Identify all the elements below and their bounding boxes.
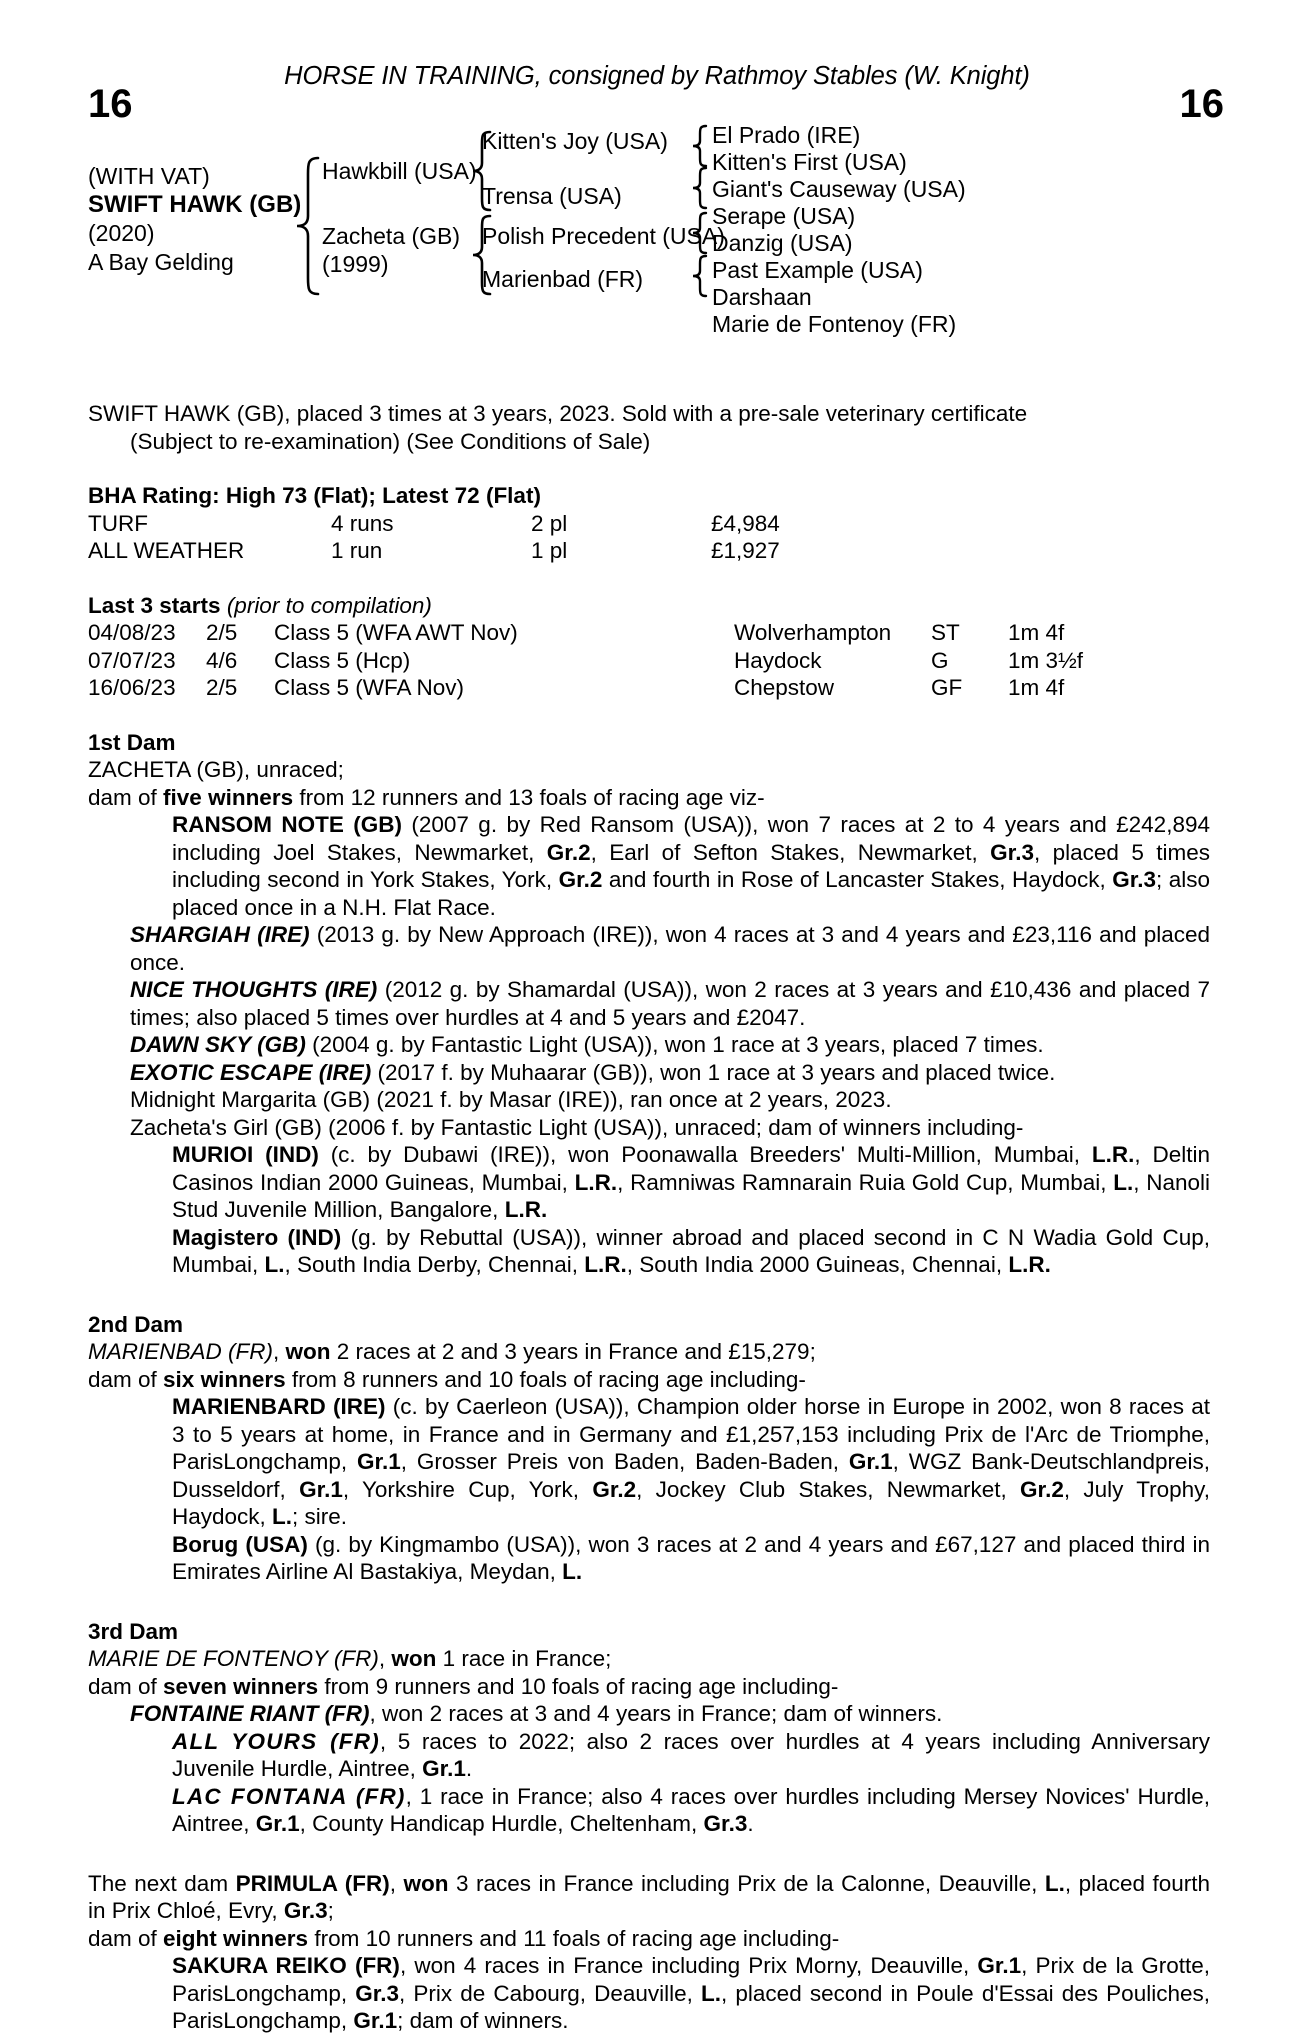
text-run: (c. by Dubawi (IRE)), won Poonawalla Breeders' Multi-Million, Mumbai, [318, 1142, 1092, 1167]
text-run: Gr.3 [283, 1898, 328, 1923]
text-run: Gr.3 [355, 1980, 400, 2006]
text-run: (2006 f. by Fantastic Light (USA)), unraced; dam of winners including- [321, 1114, 1024, 1140]
text-run: Gr.2 [546, 839, 591, 865]
table-row [88, 619, 1210, 647]
damof-pre: dam of [88, 784, 164, 810]
progeny-entry [88, 1393, 1210, 1531]
progeny-entry [88, 1086, 1210, 1114]
third-dam-damof [88, 1673, 1210, 1701]
start-date: 07/07/23 [88, 647, 176, 673]
g4-name-2: Kitten's First (USA) [712, 149, 907, 175]
text-run: , [273, 1339, 286, 1364]
text-run: , Prix de la Grotte, ParisLongchamp, [172, 1953, 1210, 2006]
text-run: , South India 2000 Guineas, Chennai, [626, 1252, 1009, 1277]
lot-number-right: 16 [1179, 82, 1224, 126]
progeny-detail [172, 1142, 1210, 1222]
progeny-detail [306, 1032, 1044, 1057]
last-starts-heading-note: (prior to compilation) [220, 592, 432, 618]
first-dam-intro: ZACHETA (GB), unraced; [88, 757, 344, 782]
progeny-entry [88, 1059, 1210, 1087]
progeny-detail [371, 1060, 1055, 1085]
text-run: ; dam of winners. [397, 2008, 569, 2033]
progeny-entry [88, 1531, 1210, 1586]
text-run: Gr.1 [848, 1449, 893, 1474]
text-run: Gr.2 [1020, 1476, 1064, 1502]
text-run: ; [327, 1898, 334, 1923]
progeny-entry [88, 1224, 1210, 1279]
start-course: Haydock [734, 647, 822, 673]
text-run: (c. by Caerleon (USA)), Champion older horse in Europe in 2002, won 8 races at 3 to 5 years at home, in France and in Germany and £1,257,153 including Prix de l'Arc de Triomphe, ParisLongchamp, [172, 1394, 1210, 1474]
progeny-name: Borug (USA) [172, 1531, 308, 1557]
text-run: L. [264, 1252, 285, 1277]
text-run: Gr.3 [703, 1811, 748, 1836]
start-position: 2/5 [206, 620, 238, 645]
second-dam-progeny-list [88, 1393, 1210, 1586]
text-run: Gr.1 [299, 1476, 343, 1502]
progeny-name: EXOTIC ESCAPE (IRE) [130, 1059, 372, 1085]
text-run: L.R. [1008, 1252, 1051, 1277]
dam-name: Zacheta (GB) [322, 223, 461, 249]
text-run: , July Trophy, Haydock, [172, 1476, 1210, 1529]
first-dam-damof [88, 784, 1210, 812]
text-run: L.R. [574, 1169, 618, 1195]
damof-post: from 12 runners and 13 foals of racing age viz- [293, 784, 765, 810]
progeny-entry [88, 921, 1210, 976]
text-run: , County Handicap Hurdle, Cheltenham, [299, 1811, 704, 1836]
text-run: (2017 f. by Muhaarar (GB)), won 1 race at 3 years and placed twice. [371, 1059, 1056, 1085]
damof-count: five winners [163, 784, 294, 810]
progeny-name: RANSOM NOTE (GB) [172, 812, 402, 837]
progeny-name: FONTAINE RIANT (FR) [130, 1701, 370, 1726]
text-run: L. [1044, 1870, 1065, 1896]
text-run: (g. by Rebuttal (USA)), winner abroad and placed second in C N Wadia Gold Cup, Mumbai, [172, 1224, 1211, 1277]
text-run: MARIENBAD (FR) [88, 1339, 273, 1364]
text-run: , Earl of Sefton Stakes, Newmarket, [590, 839, 991, 865]
progeny-entry [88, 1031, 1210, 1059]
progeny-detail [370, 1701, 943, 1726]
text-run: eight winners [163, 1925, 309, 1951]
next-dam-progeny-list [88, 1952, 1210, 2035]
start-going: GF [931, 675, 963, 700]
text-run: won [403, 1870, 449, 1896]
text-run: from 10 runners and 11 foals of racing age including- [308, 1925, 840, 1951]
sire-dam-name: Trensa (USA) [482, 183, 622, 209]
text-run: L. [562, 1559, 583, 1584]
text-run: dam of [88, 1673, 164, 1699]
start-distance: 1m 4f [1008, 620, 1065, 645]
text-run: Gr.3 [1112, 867, 1156, 892]
start-distance: 1m 3½f [1008, 647, 1084, 673]
progeny-detail [322, 1115, 1024, 1140]
start-date: 04/08/23 [88, 620, 176, 645]
bha-runs: 1 run [331, 538, 383, 563]
g4-name-3: Giant's Causeway (USA) [712, 176, 966, 202]
lot-number-left: 16 [88, 82, 133, 126]
text-run: L. [701, 1980, 722, 2006]
progeny-name: SHARGIAH (IRE) [130, 922, 310, 947]
text-run: , WGZ Bank-Deutschlandpreis, Dusseldorf, [172, 1449, 1210, 1502]
text-run: (2012 g. by Shamardal (USA)), won 2 races at 3 years and £10,436 and placed 7 times; also placed 5 times over hurdles at 4 and 5 years and £2047. [130, 977, 1211, 1030]
table-row [88, 647, 1210, 675]
progeny-entry [88, 1700, 1210, 1728]
text-run: (2004 g. by Fantastic Light (USA)), won 1 race at 3 years, placed 7 times. [305, 1032, 1044, 1057]
progeny-name: LAC FONTANA (FR) [172, 1783, 406, 1809]
pedigree-subject [88, 162, 301, 276]
last-starts-heading-bold: Last 3 starts [88, 592, 221, 618]
progeny-name: DAWN SKY (GB) [130, 1032, 306, 1057]
brace-g4-1 [690, 124, 708, 170]
progeny-detail [370, 1087, 892, 1112]
progeny-entry [88, 1952, 1210, 2035]
progeny-name: SAKURA REIKO (FR) [172, 1953, 400, 1978]
text-run: from 9 runners and 10 foals of racing age including- [318, 1673, 839, 1699]
text-run: seven winners [163, 1673, 319, 1699]
progeny-name: Midnight Margarita (GB) [130, 1087, 371, 1112]
text-run: (2021 f. by Masar (IRE)), ran once at 2 years, 2023. [370, 1087, 892, 1112]
text-run: from 8 runners and 10 foals of racing age including- [285, 1366, 806, 1392]
third-dam-heading: 3rd Dam [88, 1618, 179, 1644]
sire-sire-name: Kitten's Joy (USA) [482, 128, 668, 154]
summary-line-1: SWIFT HAWK (GB), placed 3 times at 3 years, 2023. Sold with a pre-sale veterinary certificate [88, 401, 1028, 426]
first-dam-progeny-list [88, 811, 1210, 1279]
brace-g4-3 [690, 211, 708, 257]
text-run: , placed fourth in Prix Chloé, Evry, [88, 1870, 1210, 1923]
text-run: , placed 5 times including second in York Stakes, York, [172, 839, 1211, 892]
text-run: (2007 g. by Red Ransom (USA)), won 7 races at 2 to 4 years and £242,894 including Joel Stakes, Newmarket, [172, 812, 1210, 865]
page-header [0, 0, 1314, 126]
start-course: Wolverhampton [734, 620, 892, 645]
bha-runs: 4 runs [331, 510, 394, 536]
start-course: Chepstow [734, 675, 835, 700]
bha-surface: ALL WEATHER [88, 538, 245, 563]
text-run: Gr.1 [977, 1953, 1022, 1978]
brace-g4-2 [690, 166, 708, 212]
text-run: 1 race in France; [436, 1646, 612, 1671]
text-run: (2013 g. by New Approach (IRE)), won 4 races at 3 and 4 years and £23,116 and placed once. [130, 922, 1211, 975]
start-position: 4/6 [206, 647, 238, 673]
start-race: Class 5 (WFA AWT Nov) [274, 620, 518, 645]
g4-name-1: El Prado (IRE) [712, 122, 861, 148]
start-date: 16/06/23 [88, 675, 176, 700]
text-run: . [465, 1756, 473, 1781]
text-run: 3 races in France including Prix de la Calonne, Deauville, [448, 1870, 1045, 1896]
first-dam-heading: 1st Dam [88, 729, 176, 755]
sire-name: Hawkbill (USA) [322, 158, 477, 184]
progeny-entry [88, 1114, 1210, 1142]
third-dam-intro [88, 1645, 1210, 1673]
text-run: ; sire. [292, 1504, 348, 1529]
text-run: dam of [88, 1366, 164, 1392]
text-run: (g. by Kingmambo (USA)), won 3 races at 2 and 4 years and £67,127 and placed third in Emirates Airline Al Bastakiya, Meydan, [172, 1531, 1210, 1584]
progeny-detail [172, 1532, 1210, 1585]
g4-name-8: Marie de Fontenoy (FR) [712, 311, 957, 337]
text-run: Gr.1 [255, 1811, 300, 1836]
text-run: and fourth in Rose of Lancaster Stakes, Haydock, [602, 867, 1113, 892]
progeny-name: MURIOI (IND) [172, 1142, 319, 1167]
bha-places: 2 pl [531, 510, 568, 536]
text-run: L.R. [1091, 1142, 1135, 1167]
progeny-name: NICE THOUGHTS (IRE) [130, 977, 378, 1002]
brace-outer [294, 156, 320, 296]
text-run: , [378, 1646, 392, 1671]
text-run: , won 2 races at 3 and 4 years in France; dam of winners. [369, 1701, 943, 1726]
progeny-entry [88, 1728, 1210, 1783]
text-run: , Prix de Cabourg, Deauville, [399, 1980, 702, 2006]
text-run: , 5 races to 2022; also 2 races over hurdles at 4 years including Anniversary Juvenile Hurdle, Aintree, [172, 1728, 1210, 1781]
pedigree-chart [0, 118, 1314, 337]
text-run: PRIMULA (FR) [235, 1870, 390, 1896]
text-run: , Yorkshire Cup, York, [342, 1476, 593, 1502]
table-row [88, 674, 1210, 702]
progeny-entry [88, 1783, 1210, 1838]
next-dam-intro [88, 1870, 1210, 1925]
bha-earnings: £1,927 [711, 538, 780, 563]
text-run: L.R. [584, 1252, 627, 1277]
bha-earnings: £4,984 [711, 510, 780, 536]
progeny-name: Zacheta's Girl (GB) [130, 1114, 322, 1140]
text-run: L. [272, 1504, 293, 1529]
page-title: HORSE IN TRAINING, consigned by Rathmoy Stables (W. Knight) [284, 62, 1030, 90]
start-race: Class 5 (Hcp) [274, 647, 411, 673]
last-starts-heading [88, 592, 1210, 620]
text-run: Gr.1 [422, 1756, 466, 1781]
text-run: , Deltin Casinos Indian 2000 Guineas, Mumbai, [172, 1142, 1211, 1195]
text-run: won [285, 1339, 331, 1364]
text-run: MARIE DE FONTENOY (FR) [88, 1646, 379, 1671]
text-run: L. [1113, 1169, 1134, 1195]
text-run: . [747, 1811, 754, 1836]
text-run: , [389, 1870, 404, 1896]
subject-description: A Bay Gelding [88, 248, 234, 275]
progeny-name: ALL YOURS (FR) [172, 1728, 380, 1754]
progeny-entry [88, 1141, 1210, 1224]
dam-dam-name: Marienbad (FR) [482, 266, 644, 292]
text-run: dam of [88, 1925, 164, 1951]
g4-name-4: Serape (USA) [712, 203, 856, 229]
text-run: Gr.2 [558, 867, 603, 892]
text-run: Gr.1 [356, 1449, 401, 1474]
next-dam-damof [88, 1925, 1210, 1953]
text-run: Gr.3 [990, 839, 1034, 865]
dam-sire-name: Polish Precedent (USA) [482, 223, 725, 249]
dam-year: (1999) [322, 251, 389, 277]
text-run: Gr.2 [592, 1476, 637, 1502]
start-going: ST [931, 620, 960, 645]
text-run: six winners [163, 1366, 286, 1392]
bha-row-turf [88, 510, 1210, 538]
catalogue-body [88, 400, 1210, 2035]
start-position: 2/5 [206, 675, 238, 700]
start-race: Class 5 (WFA Nov) [274, 675, 465, 700]
start-going: G [931, 647, 949, 673]
subject-name: SWIFT HAWK (GB) [88, 190, 302, 218]
text-run: ; also placed once in a N.H. Flat Race. [172, 867, 1211, 920]
summary-line-2: (Subject to re-examination) (See Conditions of Sale) [130, 428, 651, 454]
progeny-name: MARIENBARD (IRE) [172, 1394, 386, 1419]
second-dam-intro [88, 1338, 1210, 1366]
second-dam-damof [88, 1366, 1210, 1394]
subject-year: (2020) [88, 220, 155, 246]
text-run: , placed second in Poule d'Essai des Pouliches, ParisLongchamp, [172, 1980, 1210, 2033]
g4-name-5: Danzig (USA) [712, 230, 853, 256]
text-run: , Jockey Club Stakes, Newmarket, [636, 1476, 1021, 1502]
text-run: Gr.1 [353, 2008, 398, 2033]
text-run: The next dam [88, 1870, 236, 1896]
third-dam-progeny-list [88, 1700, 1210, 1838]
text-run: , Ramniwas Ramnarain Ruia Gold Cup, Mumbai, [617, 1169, 1114, 1195]
progeny-entry [88, 976, 1210, 1031]
text-run: , South India Derby, Chennai, [284, 1252, 585, 1277]
start-distance: 1m 4f [1008, 675, 1065, 700]
text-run: , 1 race in France; also 4 races over hurdles including Mersey Novices' Hurdle, Aintree, [172, 1783, 1210, 1836]
text-run: , Grosser Preis von Baden, Baden-Baden, [400, 1449, 849, 1474]
second-dam-heading: 2nd Dam [88, 1311, 184, 1337]
g4-name-6: Past Example (USA) [712, 257, 923, 283]
bha-row-allweather [88, 537, 1210, 565]
text-run: 2 races at 2 and 3 years in France and £15,279; [330, 1339, 816, 1364]
text-run: won [391, 1646, 437, 1671]
text-run: , Nanoli Stud Juvenile Million, Bangalore, [172, 1169, 1211, 1222]
brace-g4-4 [690, 254, 708, 300]
progeny-entry [88, 811, 1210, 921]
bha-surface: TURF [88, 510, 148, 536]
bha-places: 1 pl [531, 538, 568, 563]
bha-heading: BHA Rating: High 73 (Flat); Latest 72 (Flat) [88, 483, 541, 508]
text-run: , won 4 races in France including Prix Morny, Deauville, [399, 1953, 978, 1978]
g4-name-7: Darshaan [712, 284, 812, 310]
vat-note: (WITH VAT) [88, 163, 210, 189]
text-run: L.R. [504, 1197, 548, 1222]
progeny-name: Magistero (IND) [172, 1224, 342, 1250]
